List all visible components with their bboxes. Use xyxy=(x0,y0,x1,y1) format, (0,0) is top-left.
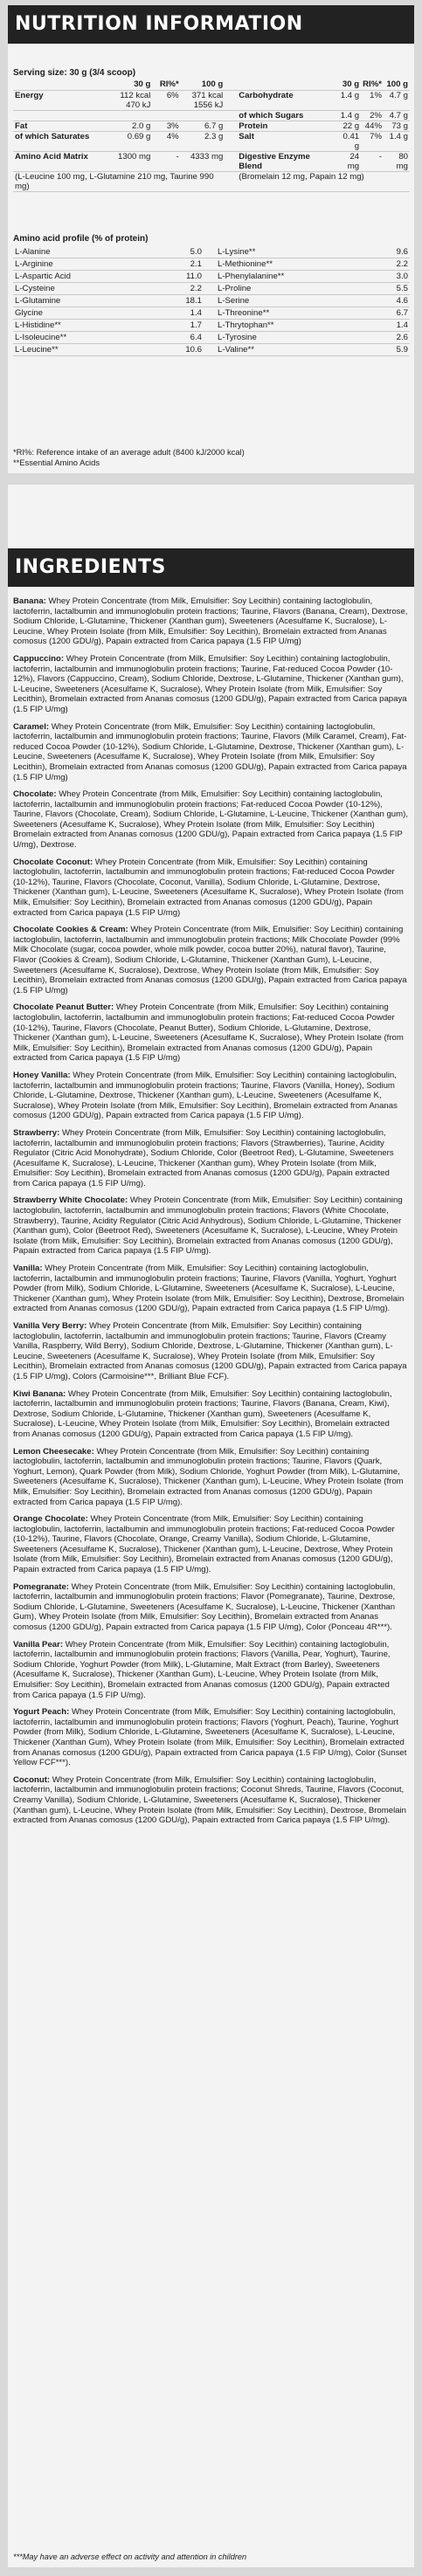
value-30g: 2.0 g xyxy=(132,121,151,131)
amino-row xyxy=(13,295,410,307)
nutrition-row xyxy=(13,91,410,111)
flavor-name: Cappuccino: xyxy=(13,653,65,664)
flavor-ingredients: Whey Protein Concentrate (from Milk, Emulsifier: Soy Lecithin) containing lactoglobulin, lactoferrin, lactalbumin and immunoglobulin protein fractions; Fat-reduced Cocoa Powder (10-12%), Taurine, Flavors (Chocolate, Cream), Sodium Chloride, L-Glutamine, L-Leucine, Thickener (Xanthan gum), Sweeteners (Acesulfame K, Sucralose), Whey Protein Isolate (from Milk, Emulsifier: Soy Lecithin) Bromelain extracted from Ananas comosus (1200 GDU/g), Papain extracted from Carica papaya (1.5 FIP U/mg), Dextrose. xyxy=(13,789,408,851)
row-label: Fat xyxy=(15,121,28,131)
flavor-name: Honey Vanilla: xyxy=(13,1070,71,1080)
amino-row xyxy=(13,320,410,332)
matrix-sub: (L-Leucine 100 mg, L-Glutamine 210 mg, Taurine 990 mg) xyxy=(15,172,214,191)
flavor-name: Coconut: xyxy=(13,1774,51,1785)
nutrition-row xyxy=(13,111,410,121)
col-gap xyxy=(225,111,237,121)
ingredients-heading: INGREDIENTS xyxy=(8,548,414,587)
ingredient-entry xyxy=(13,722,408,783)
ingredient-entry xyxy=(13,925,408,995)
flavor-ingredients: Whey Protein Concentrate (from Milk, Emulsifier: Soy Lecithin) containing lactoglobulin, lactoferrin, lactalbumin and immunoglobulin protein fractions; Taurine, Flavors (Creamy Vanilla, Raspberry, Wild Berry), Sodium Chloride, Dextrose, L-Glutamine, Thickener (Xanthan gum), L-Leucine, Sweeteners (Acesulfame K, Sucralose), Whey Protein Isolate (from Milk, Emulsifier: Soy Lecithin), Bromelain extracted from Ananas comosus (1200 GDU/g), Papain extracted from Carica papaya (1.5 FIP U/mg), Colors (Carmoisine***, Brilliant Blue FCF). xyxy=(13,1321,407,1381)
nutrition-row xyxy=(13,132,410,152)
ingredient-entry xyxy=(13,1002,408,1064)
amino-value: 6.7 xyxy=(396,308,408,318)
ingredient-entry xyxy=(13,1389,408,1440)
amino-row xyxy=(13,332,410,344)
flavor-ingredients: Whey Protein Concentrate (from Milk, Emulsifier: Soy Lecithin) containing lactoglobulin, lactoferrin, lactalbumin and immunoglobulin protein fractions; Flavors (Yoghurt, Peach), Taurine, Yoghurt Powder (from Milk), Sodium Chloride, L-Glutamine, Sweeteners (Acesulfame K, Sucralose), L-Leucine, Thickener (Xanthan Gum), Whey Protein Isolate (from Milk, Emulsifier: Soy Lecithin), Bromelain extracted from Ananas comosus (1200 GDU/g), Papain extracted from Carica papaya (1.5 FIP U/mg), Color (Sunset Yellow FCF***). xyxy=(13,1707,407,1768)
amino-value: 2.6 xyxy=(396,333,408,342)
amino-value: 18.1 xyxy=(185,296,202,306)
flavor-ingredients: Whey Protein Concentrate (from Milk, Emulsifier: Soy Lecithin) containing lactoglobulin, lactoferrin, lactalbumin and immunoglobulin protein fractions; Taurine, Flavors (Vanilla, Honey), Sodium Chloride, L-Glutamine, Dextrose, Thickener (Xanthan gum), L-Leucine, Sweeteners (Acesulfame K, Sucralose), Whey Protein Isolate (from Milk, Emulsifier: Soy Lecithin), Bromelain extracted from Ananas comosus (1200 GDU/g), Papain extracted from Carica papaya (1.5 FIP U/mg). xyxy=(13,1070,398,1121)
col-gap xyxy=(204,246,216,258)
amino-name: L-Isoleucine** xyxy=(15,333,67,342)
flavor-name: Orange Chocolate: xyxy=(13,1514,88,1525)
amino-name: L-Histidine** xyxy=(15,320,61,330)
row-label: of which Saturates xyxy=(15,132,90,141)
value-100g: 6.7 g xyxy=(204,121,224,131)
flavor-ingredients: Whey Protein Concentrate (from Milk, Emulsifier: Soy Lecithin) containing lactoglobulin, lactoferrin, lactalbumin and immunoglobulin protein fractions; Taurine, Flavors (Banana, Cream, Kiwi), Dextrose, Sodium Chloride, L-Glutamine, Thickener (Xanthan gum), Sweeteners (Acesulfame K, Sucralose), L-Leucine, Whey Protein Isolate (from Milk, Emulsifier: Soy Lecithin), Bromelain extracted from Ananas comosus (1200 GDU/g), Papain extracted from Carica papaya (1.5 FIP U/mg). xyxy=(13,1388,392,1439)
col-100g: 100 g xyxy=(201,79,224,89)
amino-value: 2.2 xyxy=(190,284,202,293)
enzyme-30g: 24 mg xyxy=(347,152,360,171)
amino-row xyxy=(13,246,410,258)
flavor-ingredients: Whey Protein Concentrate (from Milk, Emulsifier: Soy Lecithin) containing lactoglobulin, lactoferrin, lactalbumin and immunoglobulin protein fractions; Taurine, Flavors (Quark, Yoghurt, Lemon), Quark Powder (from Milk), Sodium Chloride, Yoghurt Powder (from Milk), L-Glutamine, Sweeteners (Acesulfame K, Sucralose), Thickener (Xanthan gum), L-Leucine, Whey Protein Isolate (from Milk, Emulsifier: Soy Lecithin), Bromelain extracted from Ananas comosus (1200 GDU/g), Papain extracted from Carica papaya (1.5 FIP U/mg). xyxy=(13,1446,404,1507)
amino-value: 10.6 xyxy=(185,345,202,355)
value-30g-2: 1.4 g xyxy=(340,91,360,100)
value-100g xyxy=(181,111,225,121)
enzyme-100g: 80 mg xyxy=(396,152,408,171)
flavor-name: Strawberry White Chocolate: xyxy=(13,1195,128,1206)
amino-value: 11.0 xyxy=(186,272,202,281)
enzyme-label: Digestive Enzyme Blend xyxy=(239,152,310,171)
ingredients-panel xyxy=(8,485,414,2567)
enzyme-ri: - xyxy=(378,152,382,162)
amino-row xyxy=(13,258,410,271)
value-ri-2: 44% xyxy=(364,121,382,131)
amino-name: L-Phenylalanine** xyxy=(218,272,285,281)
value-100g-2: 1.4 g xyxy=(389,132,408,141)
col-label-2 xyxy=(237,79,335,91)
amino-name: L-Tyrosine xyxy=(218,333,257,342)
amino-name: L-Leucine** xyxy=(15,345,59,355)
amino-value: 5.9 xyxy=(396,345,408,355)
nutrition-panel xyxy=(8,5,414,473)
amino-name: L-Threonine** xyxy=(218,308,270,318)
value-100g-2: 4.7 g xyxy=(389,111,408,121)
ingredient-entry xyxy=(13,1447,408,1508)
col-30g-2: 30 g xyxy=(342,79,360,89)
flavor-name: Strawberry: xyxy=(13,1127,60,1138)
amino-value: 5.0 xyxy=(190,247,202,257)
value-30g-2: 0.41 g xyxy=(342,132,360,151)
col-gap xyxy=(225,79,237,91)
amino-table xyxy=(13,246,410,356)
col-gap xyxy=(225,121,237,132)
amino-row xyxy=(13,344,410,356)
amino-name: L-Methionine** xyxy=(218,259,273,269)
col-gap xyxy=(204,332,216,344)
flavor-ingredients: Whey Protein Concentrate (from Milk, Emulsifier: Soy Lecithin) containing lactoglobulin, lactoferrin, lactalbumin and immunoglobulin protein fractions; Flavors (White Chocolate, Strawberry), Taurine, Acidity Regulator (Citric Acid Anhydrous), Sodium Chloride, L-Glutamine, Thickener (Xanthan gum), Color (Beetroot Red), Sweeteners (Acesulfame K, Sucralose), L-Leucine, Whey Protein Isolate (from Milk, Emulsifier: Soy Lecithin), Bromelain extracted from Ananas comosus (1200 GDU/g), Papain extracted from Carica papaya (1.5 FIP U/mg). xyxy=(13,1195,403,1257)
ri-note: *RI%: Reference intake of an average adult (8400 kJ/2000 kcal) xyxy=(13,447,245,457)
row-label: Energy xyxy=(15,91,44,100)
nutrition-heading: NUTRITION INFORMATION xyxy=(8,5,414,44)
col-100g-2: 100 g xyxy=(386,79,408,89)
value-30g: 112 kcal 470 kJ xyxy=(120,91,151,110)
flavor-ingredients: Whey Protein Concentrate (from Milk, Emulsifier: Soy Lecithin) containing lactoglobulin, lactoferrin, lactalbumin and immunoglobulin protein fractions; Taurine, Flavors (Vanilla, Yoghurt, Yoghurt Powder (from Milk), Sodium Chloride, L-Glutamine, Sweeteners (Acesulfame K, Sucralose), L-Leucine, Thickener (Xanthan gum), Whey Protein Isolate (from Milk, Emulsifier: Soy Lecithin), Dextrose, Bromelain extracted from Ananas comosus (1200 GDU/g), Papain extracted from Carica papaya (1.5 FIP U/mg). xyxy=(13,1264,405,1314)
col-gap xyxy=(204,344,216,356)
enzyme-sub: (Bromelain 12 mg, Papain 12 mg) xyxy=(239,172,364,182)
flavor-ingredients: Whey Protein Concentrate (from Milk, Emulsifier: Soy Lecithin) containing lactoglobulin, lactoferrin, lactalbumin and immunoglobulin protein fractions; Taurine, Fat-reduced Cocoa Powder (10-12%), Flavors (Cappuccino, Cream), Sodium Chloride, Dextrose, L-Glutamine, Thickener (Xanthan gum), L-Leucine, Sweeteners (Acesulfame K, Sucralose), Whey Protein Isolate (from Milk, Emulsifier: Soy Lecithin), Bromelain extracted from Ananas comosus (1200 GDU/g), Papain extracted from Carica papaya (1.5 FIP U/mg) xyxy=(13,653,407,714)
ingredients-list xyxy=(13,596,408,1833)
flavor-ingredients: Whey Protein Concentrate (from Milk, Emulsifier: Soy Lecithin) containing lactoglobulin, lactoferrin, lactalbumin and immunoglobulin protein fractions; Flavors (Vanilla, Pear, Yoghurt), Taurine, Sodium Chloride, Yoghurt Powder (from Milk), L-Glutamine, Malt Extract (from Barley), Sweeteners (Acesulfame K, Sucralose), Thickener (Xanthan Gum), L-Leucine, Whey Protein Isolate (from Milk, Emulsifier: Soy Lecithin), Bromelain extracted from Ananas comosus (1200 GDU/g), Papain extracted from Carica papaya (1.5 FIP U/mg). xyxy=(13,1639,391,1700)
value-ri: 4% xyxy=(166,132,179,141)
flavor-name: Lemon Cheesecake: xyxy=(13,1446,94,1457)
value-100g: 2.3 g xyxy=(204,132,224,141)
amino-profile-title: Amino acid profile (% of protein) xyxy=(13,234,149,244)
flavor-name: Vanilla Pear: xyxy=(13,1639,64,1650)
value-30g-2: 1.4 g xyxy=(340,111,360,121)
ingredient-entry xyxy=(13,1514,408,1575)
amino-row xyxy=(13,271,410,283)
row-label-2: Salt xyxy=(239,132,254,141)
amino-name: Glycine xyxy=(15,308,43,318)
amino-value: 1.7 xyxy=(190,320,202,330)
amino-name: L-Glutamine xyxy=(15,296,61,306)
nutrition-header-row xyxy=(13,79,410,91)
matrix-sub-row xyxy=(13,172,410,192)
serving-size: Serving size: 30 g (3/4 scoop) xyxy=(13,68,136,78)
row-label-2: of which Sugars xyxy=(239,111,304,121)
essential-note: **Essential Amino Acids xyxy=(13,457,100,467)
row-label xyxy=(13,111,108,121)
value-30g-2: 22 g xyxy=(342,121,360,131)
amino-value: 1.4 xyxy=(396,320,408,330)
value-30g: 0.69 g xyxy=(127,132,151,141)
amino-value: 4.6 xyxy=(396,296,408,306)
col-gap xyxy=(225,91,237,111)
col-ri-2: RI%* xyxy=(363,79,382,89)
ingredient-entry xyxy=(13,654,408,715)
col-gap xyxy=(204,295,216,307)
amino-row xyxy=(13,307,410,320)
ingredient-entry xyxy=(13,858,408,919)
amino-name: L-Serine xyxy=(218,296,250,306)
col-gap xyxy=(204,283,216,295)
flavor-name: Banana: xyxy=(13,596,46,606)
matrix-100g: 4333 mg xyxy=(190,152,224,162)
ingredient-entry xyxy=(13,596,408,647)
flavor-name: Chocolate Peanut Butter: xyxy=(13,1002,114,1013)
value-ri: 3% xyxy=(166,121,179,131)
flavor-name: Vanilla Very Berry: xyxy=(13,1321,87,1331)
nutrition-table xyxy=(13,79,410,192)
flavor-ingredients: Whey Protein Concentrate (from Milk, Emulsifier: Soy Lecithin) containing lactoglobulin, lactoferrin, lactalbumin and immunoglobulin protein fractions; Flavors (Strawberries), Taurine, Acidity Regulator (Citric Acid Monohydrate), Sodium Chloride, Color (Beetroot Red), L-Glutamine, Sweeteners (Acesulfame K, Sucralose), L-Leucine, Thickener (Xanthan gum), Whey Protein Isolate (from Milk, Emulsifier: Soy Lecithin), Bromelain extracted from Ananas comosus (1200 GDU/g), Papain extracted from Carica papaya (1.5 FIP U/mg). xyxy=(13,1127,394,1188)
flavor-ingredients: Whey Protein Concentrate (from Milk, Emulsifier: Soy Lecithin) containing lactoglobulin, lactoferrin, lactalbumin and immunoglobulin protein fractions; Fat-reduced Cocoa Powder (10-12%), Taurine, Flavors (Chocolate, Orange, Creamy Vanilla), Sodium Chloride, L-Glutamine, Sweeteners (Acesulfame K, Sucralose), Thickener (Xanthan gum), L-Leucine, Dextrose, Whey Protein Isolate (from Milk, Emulsifier: Soy Lecithin), Bromelain extracted from Ananas comosus (1200 GDU/g), Papain extracted from Carica papaya (1.5 FIP U/mg). xyxy=(13,1514,395,1575)
flavor-ingredients: Whey Protein Concentrate (from Milk, Emulsifier: Soy Lecithin) containing lactoglobulin, lactoferrin, lactalbumin and immunoglobulin protein fractions; Fat-reduced Cocoa Powder (10-12%), Taurine, Flavors (Chocolate, Peanut Butter), Sodium Chloride, L-Glutamine, Dextrose, Thickener (Xanthan gum), L-Leucine, Sweeteners (Acesulfame K, Sucralose), Whey Protein Isolate (from Milk, Emulsifier: Soy Lecithin), Bromelain extracted from Ananas comosus (1200 GDU/g), Papain extracted from Carica papaya (1.5 FIP U/mg) xyxy=(13,1002,404,1064)
value-30g xyxy=(108,111,153,121)
matrix-row xyxy=(13,152,410,172)
col-30g: 30 g xyxy=(134,79,151,89)
col-gap xyxy=(204,307,216,320)
col-gap xyxy=(225,132,237,152)
amino-name: L-Lysine** xyxy=(218,247,256,257)
nutrition-notes xyxy=(13,447,245,467)
flavor-ingredients: Whey Protein Concentrate (from Milk, Emulsifier: Soy Lecithin) containing lactoglobulin, lactoferrin, lactalbumin and immunoglobulin protein fractions; Flavor (Pomegranate), Taurine, Dextrose, Sodium Chloride, L-Glutamine, Sweeteners (Acesulfame K, Sucralose), L-Leucine, Thickener (Xanthan Gum), Whey Protein Isolate (from Milk, Emulsifier: Soy Lecithin), Bromelain extracted from Ananas comosus (1200 GDU/g), Papain extracted from Carica papaya (1.5 FIP U/mg), Color (Ponceau 4R***). xyxy=(13,1581,396,1633)
ingredient-entry xyxy=(13,1264,408,1314)
col-label xyxy=(13,79,108,91)
matrix-label: Amino Acid Matrix xyxy=(15,152,88,162)
flavor-name: Kiwi Banana: xyxy=(13,1388,66,1399)
amino-name: L-Alanine xyxy=(15,247,51,257)
flavor-name: Chocolate Cookies & Cream: xyxy=(13,925,128,935)
value-100g-2: 4.7 g xyxy=(389,91,408,100)
amino-name: L-Arginine xyxy=(15,259,53,269)
ingredient-entry xyxy=(13,1195,408,1257)
amino-value: 5.5 xyxy=(396,284,408,293)
flavor-name: Vanilla: xyxy=(13,1264,43,1274)
amino-value: 2.2 xyxy=(396,259,408,269)
ingredient-entry xyxy=(13,1582,408,1633)
footnote: ***May have an adverse effect on activity and attention in children xyxy=(13,2552,247,2561)
value-ri: 6% xyxy=(166,91,179,100)
amino-name: L-Cysteine xyxy=(15,284,55,293)
ingredient-entry xyxy=(13,1775,408,1826)
flavor-ingredients: Whey Protein Concentrate (from Milk, Emulsifier: Soy Lecithin) containing lactoglobulin, lactoferrin, lactalbumin and immunoglobulin protein fractions; Coconut Shreds, Taurine, Flavors (Coconut, Creamy Vanilla), Sodium Chloride, L-Glutamine, Sweeteners (Acesulfame K, Sucralose), Thickener (Xanthan gum), L-Leucine, Whey Protein Isolate (from Milk, Emulsifier: Soy Lecithin), Dextrose, Bromelain extracted from Ananas comosus (1200 GDU/g), Papain extracted from Carica papaya (1.5 FIP U/mg). xyxy=(13,1774,407,1826)
amino-name: L-Valine** xyxy=(218,345,254,355)
ingredient-entry xyxy=(13,1707,408,1768)
flavor-ingredients: Whey Protein Concentrate (from Milk, Emulsifier: Soy Lecithin) containing lactoglobulin, lactoferrin, lactalbumin and immunoglobulin protein fractions; Taurine, Flavors (Banana, Cream), Dextrose, Sodium Chloride, L-Glutamine, Thickener (Xanthan gum), Sweeteners (Acesulfame K, Sucralose), L-Leucine, Whey Protein Isolate (from Milk, Emulsifier: Soy Lecithin), Bromelain extracted from Ananas comosus (1200 GDU/g), Papain extracted from Carica papaya (1.5 FIP U/mg) xyxy=(13,596,408,647)
amino-value: 2.1 xyxy=(190,259,202,269)
value-ri-2: 7% xyxy=(370,132,382,141)
amino-name: L-Proline xyxy=(218,284,252,293)
value-100g: 371 kcal 1556 kJ xyxy=(191,91,224,110)
col-gap xyxy=(204,320,216,332)
flavor-name: Caramel: xyxy=(13,721,50,732)
row-label-2: Carbohydrate xyxy=(239,91,294,100)
ingredient-entry xyxy=(13,1071,408,1121)
amino-value: 1.4 xyxy=(190,308,202,318)
col-gap xyxy=(225,152,237,172)
flavor-name: Chocolate Coconut: xyxy=(13,857,93,867)
value-ri-2: 1% xyxy=(370,91,382,100)
amino-value: 3.0 xyxy=(396,272,408,281)
matrix-ri: - xyxy=(176,152,179,162)
col-gap xyxy=(225,172,237,192)
ingredient-entry xyxy=(13,1321,408,1382)
value-ri-2: 2% xyxy=(370,111,382,121)
flavor-ingredients: Whey Protein Concentrate (from Milk, Emulsifier: Soy Lecithin) containing lactoglobulin, lactoferrin, lactalbumin and immunoglobulin protein fractions; Milk Chocolate Powder (99% Milk Chocolate (sugar, cocoa powder, whole milk powder, cocoa butter 20%), natural flavor), Taurine, Flavor (Cookies & Cream), Sodium Chloride, L-Glutamine, Thickener (Xanthan Gum), L-Leucine, Sweeteners (Acesulfame K, Sucralose), Dextrose, Whey Protein Isolate (from Milk, Emulsifier: Soy Lecithin), Bromelain extracted from Ananas comosus (1200 GDU/g), Papain extracted from Carica papaya (1.5 FIP U/mg) xyxy=(13,925,407,995)
matrix-30g: 1300 mg xyxy=(118,152,151,162)
ingredient-entry xyxy=(13,1640,408,1701)
flavor-name: Yogurt Peach: xyxy=(13,1707,70,1718)
ingredient-entry xyxy=(13,789,408,851)
amino-name: L-Aspartic Acid xyxy=(15,272,71,281)
col-gap xyxy=(204,258,216,271)
col-ri: RI%* xyxy=(159,79,179,89)
amino-value: 6.4 xyxy=(190,333,202,342)
value-100g-2: 73 g xyxy=(391,121,408,131)
col-gap xyxy=(204,271,216,283)
flavor-ingredients: Whey Protein Concentrate (from Milk, Emulsifier: Soy Lecithin) containing lactoglobulin, lactoferrin, lactalbumin and immunoglobulin protein fractions; Taurine, Flavors (Milk Caramel, Cream), Fat-reduced Cocoa Powder (10-12%), Sodium Chloride, L-Glutamine, Dextrose, Thickener (Xanthan gum), L-Leucine, Sweeteners (Acesulfame K, Sucralose), Whey Protein Isolate (from Milk, Emulsifier: Soy Lecithin), Bromelain extracted from Ananas comosus (1200 GDU/g), Papain extracted from Carica papaya (1.5 FIP U/mg) xyxy=(13,721,407,782)
amino-row xyxy=(13,283,410,295)
nutrition-row xyxy=(13,121,410,132)
flavor-ingredients: Whey Protein Concentrate (from Milk, Emulsifier: Soy Lecithin) containing lactoglobulin, lactoferrin, lactalbumin and immunoglobulin protein fractions; Fat-reduced Cocoa Powder (10-12%), Taurine, Flavors (Chocolate, Coconut, Vanilla), Sodium Chloride, L-Glutamine, Dextrose, Thickener (Xanthan gum), L-Leucine, Sweeteners (Acesulfame K, Sucralose), Whey Protein Isolate (from Milk, Emulsifier: Soy Lecithin), Bromelain extracted from Ananas comosus (1200 GDU/g), Papain extracted from Carica papaya (1.5 FIP U/mg) xyxy=(13,857,404,918)
value-ri xyxy=(152,111,180,121)
flavor-name: Chocolate: xyxy=(13,789,57,800)
row-label-2: Protein xyxy=(239,121,268,131)
flavor-name: Pomegranate: xyxy=(13,1581,69,1592)
ingredient-entry xyxy=(13,1128,408,1189)
amino-value: 9.6 xyxy=(396,247,408,257)
amino-name: L-Thrytophan** xyxy=(218,320,274,330)
